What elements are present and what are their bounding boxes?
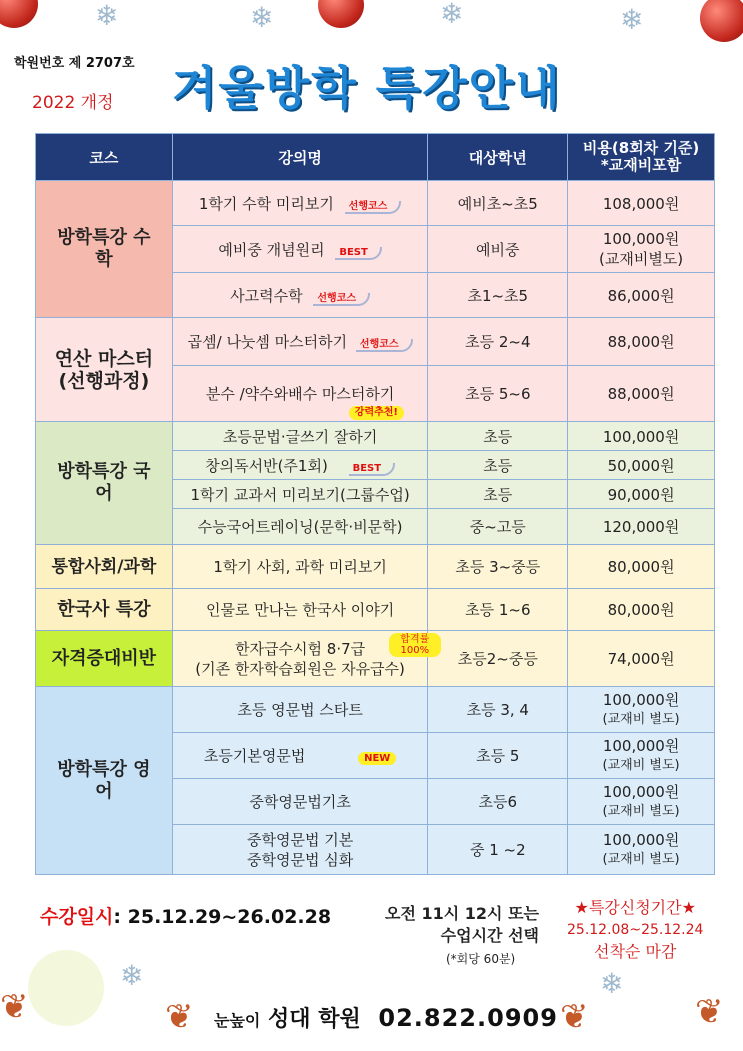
lecture-name: 예비중 개념원리	[218, 240, 325, 259]
course-table	[35, 133, 715, 875]
col-header-price	[568, 134, 715, 181]
lecture-name: 초등기본영문법	[203, 747, 306, 765]
price-cell	[568, 687, 715, 733]
class-period-label: 수강일시	[40, 906, 114, 928]
leaf-icon: ❦	[560, 997, 589, 1037]
leaf-icon: ❦	[165, 997, 194, 1037]
leaf-icon: ❦	[695, 992, 724, 1032]
grade-cell: 초등 5~6	[428, 366, 568, 422]
price-value: 100,000원	[602, 736, 680, 755]
application-dates: 25.12.08~25.12.24	[567, 922, 704, 938]
price-cell: 50,000원	[568, 451, 715, 480]
price-note: (교재비 별도)	[602, 803, 680, 819]
lecture-name: 사고력수학	[230, 286, 303, 305]
table-row	[36, 589, 715, 631]
badge-advance: 선행코스	[345, 201, 402, 214]
contact-line	[214, 1002, 558, 1033]
phone-number: 02.822.0909	[378, 1004, 558, 1032]
lecture-cell	[172, 226, 428, 273]
academy-name: 성대 학원	[268, 1007, 361, 1032]
snowflake-icon: ❄	[95, 0, 119, 32]
decorative-circle	[28, 950, 104, 1026]
price-cell: 74,000원	[568, 631, 715, 687]
price-value: 100,000원	[602, 830, 680, 849]
table-row	[36, 545, 715, 589]
badge-advance: 선행코스	[313, 293, 370, 306]
lecture-cell: 1학기 사회, 과학 미리보기	[172, 545, 428, 589]
price-cell: 90,000원	[568, 480, 715, 509]
grade-cell: 초등2~중등	[428, 631, 568, 687]
lecture-cell: 중학영문법기초	[172, 779, 428, 825]
ornament-ball-left	[0, 0, 38, 28]
price-cell: 80,000원	[568, 545, 715, 589]
price-value: 100,000원	[602, 782, 680, 801]
class-time-line1: 오전 11시 12시 또는	[385, 904, 539, 923]
snowflake-icon: ❄	[250, 1, 274, 34]
lecture-cell	[172, 273, 428, 318]
lecture-cell: 수능국어트레이닝(문학·비문학)	[172, 509, 428, 545]
grade-cell: 초등 1~6	[428, 589, 568, 631]
col-header-grade: 대상학년	[428, 134, 568, 181]
col-header-course: 코스	[36, 134, 173, 181]
grade-cell: 초등	[428, 451, 568, 480]
price-cell: 120,000원	[568, 509, 715, 545]
snowflake-icon: ❄	[120, 959, 144, 992]
price-header-line1: 비용(8회차 기준)	[582, 139, 700, 157]
price-cell	[568, 226, 715, 273]
badge-recommend: 강력추천!	[349, 406, 404, 420]
grade-cell: 초등	[428, 422, 568, 451]
ornament-ball-center	[318, 0, 364, 28]
application-period	[567, 897, 703, 963]
price-cell	[568, 825, 715, 875]
lecture-cell	[172, 451, 428, 480]
course-korean: 방학특강 국어	[36, 422, 173, 545]
lecture-cell: 1학기 교과서 미리보기(그룹수업)	[172, 480, 428, 509]
badge-best: BEST	[335, 247, 381, 260]
badge-new: NEW	[358, 752, 396, 765]
lecture-cell: 초등문법·글쓰기 잘하기	[172, 422, 428, 451]
grade-cell: 초등6	[428, 779, 568, 825]
grade-cell: 초1~초5	[428, 273, 568, 318]
price-note: (교재비별도)	[599, 250, 684, 268]
table-row	[36, 318, 715, 366]
class-time-line2: 수업시간 선택	[440, 926, 539, 945]
price-value: 100,000원	[602, 230, 680, 248]
page-title: 겨울방학 특강안내	[172, 61, 562, 115]
lecture-cell	[172, 181, 428, 226]
course-math: 방학특강 수학	[36, 181, 173, 318]
price-header-line2: *교재비포함	[600, 156, 682, 174]
academy-number: 학원번호 제 2707호	[14, 56, 135, 71]
grade-cell: 초등 2~4	[428, 318, 568, 366]
grade-cell: 초등 3~중등	[428, 545, 568, 589]
lecture-name: 한자급수시험 8·7급	[235, 639, 366, 658]
lecture-cell	[172, 825, 428, 875]
course-certificate: 자격증대비반	[36, 631, 173, 687]
lecture-cell: 인물로 만나는 한국사 이야기	[172, 589, 428, 631]
class-time-note: (*회당 60분)	[446, 952, 516, 966]
lecture-name: 곱셈/ 나눗셈 마스터하기	[187, 333, 348, 351]
course-history: 한국사 특강	[36, 589, 173, 631]
snowflake-icon: ❄	[440, 0, 464, 30]
brand-prefix: 눈높이	[214, 1011, 261, 1030]
price-cell	[568, 779, 715, 825]
lecture-cell: 초등 영문법 스타트	[172, 687, 428, 733]
price-cell: 86,000원	[568, 273, 715, 318]
class-period	[40, 902, 331, 929]
class-time	[385, 903, 539, 947]
table-row	[36, 181, 715, 226]
grade-cell: 예비초~초5	[428, 181, 568, 226]
snowflake-icon: ❄	[600, 967, 624, 1000]
grade-cell: 중~고등	[428, 509, 568, 545]
price-cell: 88,000원	[568, 366, 715, 422]
lecture-cell	[172, 318, 428, 366]
lecture-cell	[172, 733, 428, 779]
course-english: 방학특강 영어	[36, 687, 173, 875]
table-row	[36, 631, 715, 687]
lecture-name: 창의독서반(주1회)	[205, 456, 328, 475]
price-note: (교재비 별도)	[602, 757, 680, 773]
application-note: 선착순 마감	[594, 942, 677, 961]
grade-cell: 초등	[428, 480, 568, 509]
badge-pass-rate: 합격률 100%	[389, 633, 441, 657]
badge-advance: 선행코스	[356, 339, 413, 352]
application-title: ★특강신청기간★	[574, 898, 696, 917]
leaf-icon: ❦	[0, 987, 29, 1027]
course-social-science: 통합사회/과학	[36, 545, 173, 589]
lecture-name-sub: (기존 한자학습회원은 자유급수)	[195, 659, 405, 678]
price-cell: 108,000원	[568, 181, 715, 226]
badge-best: BEST	[349, 463, 395, 476]
price-value: 100,000원	[602, 690, 680, 709]
lecture-name: 분수 /약수와배수 마스터하기	[205, 385, 395, 403]
table-row	[36, 687, 715, 733]
lecture-name: 1학기 수학 미리보기	[198, 194, 334, 213]
lecture-cell	[172, 631, 428, 687]
class-period-value: : 25.12.29~26.02.28	[113, 906, 332, 928]
snowflake-icon: ❄	[620, 3, 644, 36]
grade-cell: 중 1 ~2	[428, 825, 568, 875]
ornament-ball-right	[700, 0, 743, 42]
price-cell	[568, 733, 715, 779]
price-cell: 88,000원	[568, 318, 715, 366]
lecture-name-sub: 중학영문법 심화	[247, 850, 354, 869]
col-header-lecture: 강의명	[172, 134, 428, 181]
course-calc: 연산 마스터 (선행과정)	[36, 318, 173, 422]
grade-cell: 예비중	[428, 226, 568, 273]
price-note: (교재비 별도)	[602, 711, 680, 727]
table-row	[36, 422, 715, 451]
lecture-name: 중학영문법 기본	[247, 830, 354, 849]
grade-cell: 초등 5	[428, 733, 568, 779]
lecture-cell	[172, 366, 428, 422]
table-header-row	[36, 134, 715, 181]
grade-cell: 초등 3, 4	[428, 687, 568, 733]
open-year: 2022 개정	[32, 93, 114, 113]
price-note: (교재비 별도)	[602, 851, 680, 867]
price-cell: 80,000원	[568, 589, 715, 631]
price-cell: 100,000원	[568, 422, 715, 451]
